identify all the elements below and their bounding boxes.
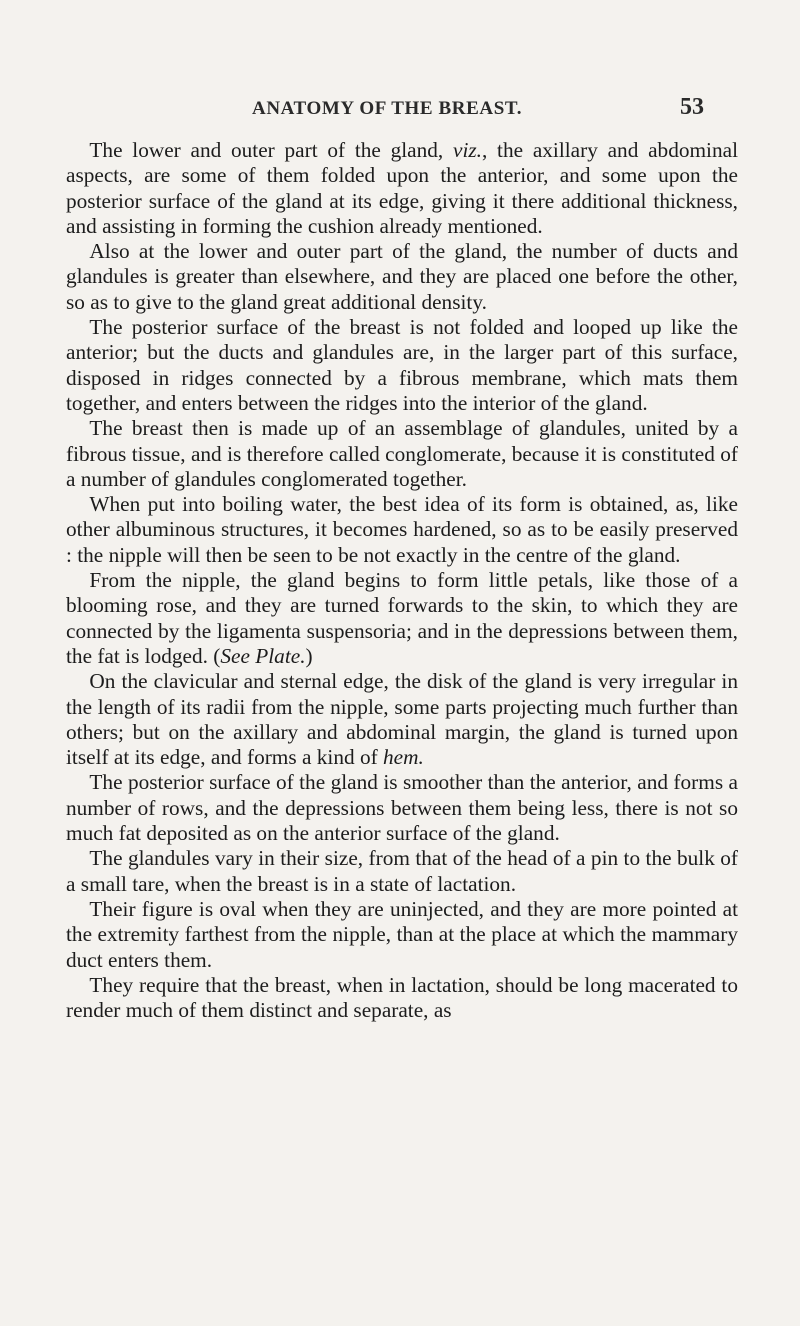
- italic-text: viz.: [453, 138, 482, 162]
- paragraph-text: When put into boiling water, the best idea of its form is obtained, as, like other albuminous structures, it becomes hardened, so as to be easily preserved : the nipple will then be seen to be not exactly in the centre of the gland.: [66, 492, 738, 567]
- paragraph-text: , the axillary and abdominal aspects, are some of them folded upon the anterior, and some upon the posterior surface of the gland at its edge, giving it there additional thickness, and assisting in forming the cushion already mentioned.: [66, 138, 738, 238]
- paragraph-text: The glandules vary in their size, from that of the head of a pin to the bulk of a small tare, when the breast is in a state of lactation.: [66, 846, 738, 896]
- paragraph-text: On the clavicular and sternal edge, the disk of the gland is very irregular in the length of its radii from the nipple, some parts projecting much further than others; but on the axillary and abdominal margin, the gland is turned upon itself at its edge, and forms a kind of: [66, 669, 738, 770]
- paragraph-text: The lower and outer part of the gland,: [89, 138, 453, 162]
- paragraph: [66, 669, 738, 770]
- paragraph: [66, 492, 738, 568]
- paragraph-text: Their figure is oval when they are uninjected, and they are more pointed at the extremity farthest from the nipple, than at the place at which the mammary duct enters them.: [66, 896, 738, 972]
- paragraph-text: Also at the lower and outer part of the gland, the number of ducts and glandules is greater than elsewhere, and they are placed one before the other, so as to give to the gland great additional density.: [66, 239, 738, 314]
- running-title: ANATOMY OF THE BREAST.: [252, 98, 523, 119]
- paragraph: [66, 846, 738, 897]
- paragraph-text: The breast then is made up of an assemblage of glandules, united by a fibrous tissue, and is therefore called conglomerate, because it is constituted of a number of glandules conglomerated together.: [66, 416, 738, 491]
- paragraph: [66, 897, 738, 973]
- paragraph: [66, 138, 738, 239]
- paragraph-text: From the nipple, the gland begins to form little petals, like those of a blooming rose, and they are turned forwards to the skin, to which they are connected by the ligamenta suspensoria; and in the depressions between them, the fat is lodged. (: [66, 568, 738, 668]
- paragraph-text: ): [305, 643, 313, 668]
- paragraph-text: They require that the breast, when in lactation, should be long macerated to render much of them distinct and separate, as: [66, 972, 738, 1023]
- paragraph: [66, 315, 738, 416]
- italic-text: hem.: [383, 745, 424, 770]
- body-text: [66, 138, 738, 1023]
- paragraph: [66, 770, 738, 846]
- paragraph: [66, 239, 738, 315]
- paragraph-text: The posterior surface of the gland is smoother than the anterior, and forms a number of rows, and the depressions between them being less, there is not so much fat deposited as on the anterior surface of the gland.: [66, 770, 738, 846]
- page-number: 53: [680, 94, 704, 120]
- running-head: [0, 94, 800, 128]
- paragraph: [66, 568, 738, 669]
- italic-text: See Plate.: [220, 643, 306, 668]
- paragraph: [66, 416, 738, 492]
- paragraph: [66, 973, 738, 1024]
- paragraph-text: The posterior surface of the breast is not folded and looped up like the anterior; but the ducts and glandules are, in the larger part of this surface, disposed in ridges connected by a fibrous membrane, which mats them together, and enters between the ridges into the interior of the gland.: [66, 315, 738, 415]
